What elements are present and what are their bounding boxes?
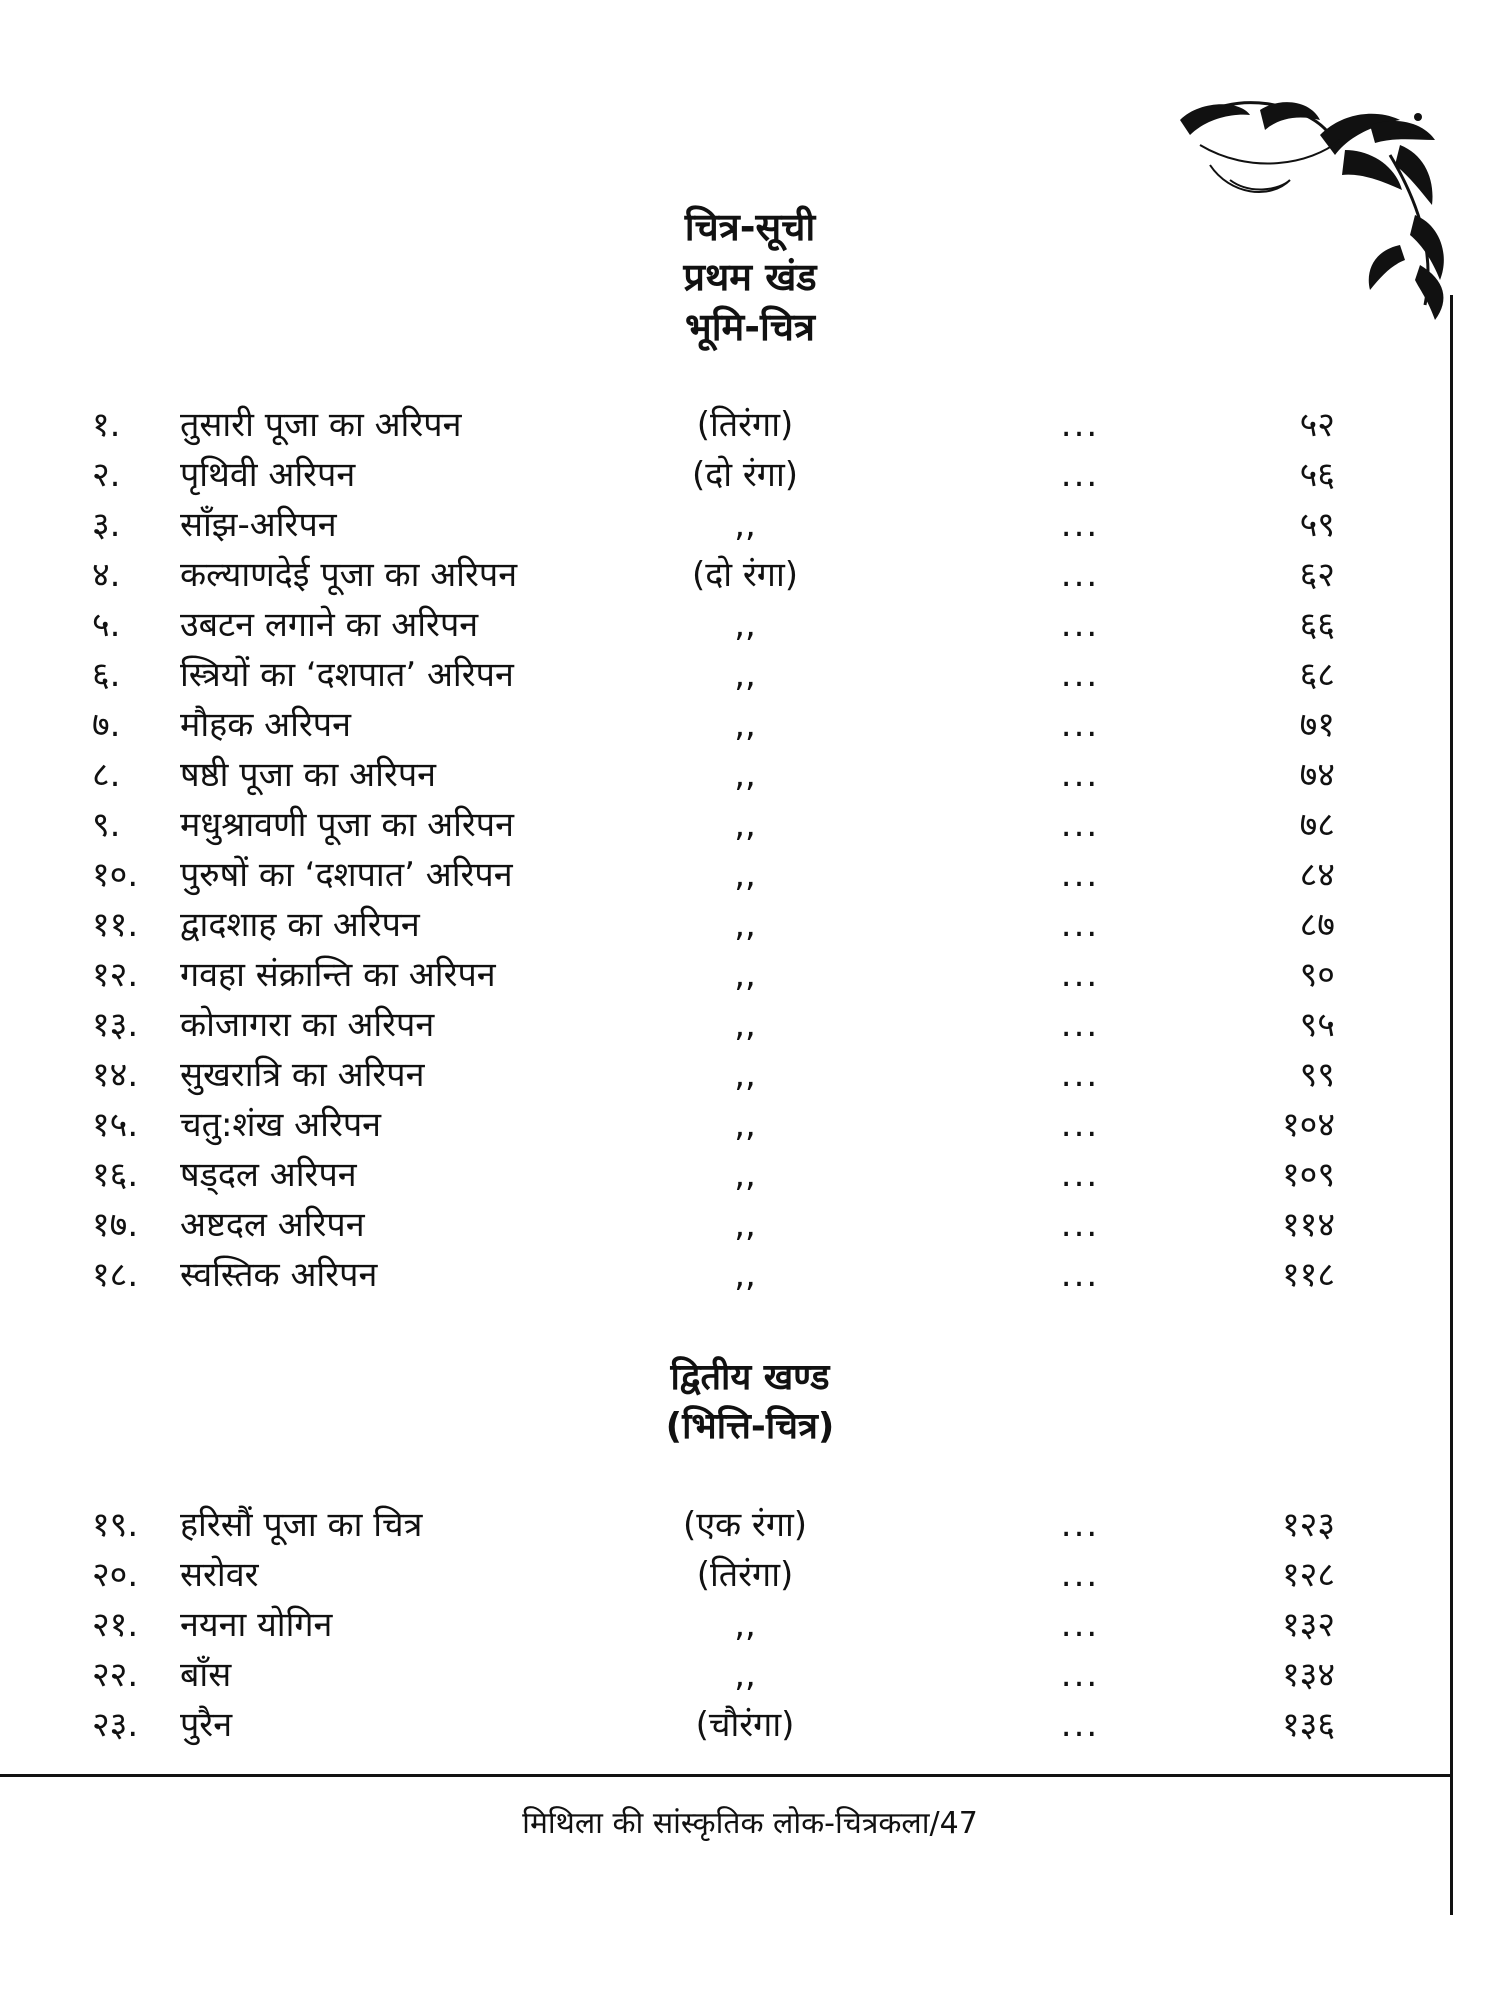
item-leader-dots: ...: [1060, 855, 1100, 895]
item-color-type: ,,: [734, 955, 756, 995]
item-color-type: ,,: [734, 855, 756, 895]
item-page-number: ५६: [1299, 455, 1335, 495]
page-footer: मिथिला की सांस्कृतिक लोक-चित्रकला/47: [522, 1806, 978, 1841]
item-color-type: ,,: [734, 805, 756, 845]
item-color-type: ,,: [734, 1605, 756, 1645]
list-item: [0, 1500, 1500, 1550]
item-color-type: (एक रंगा): [682, 1505, 808, 1545]
item-number: ७.: [92, 705, 121, 745]
item-leader-dots: ...: [1060, 1255, 1100, 1295]
list-item: [0, 800, 1500, 850]
item-color-type: ,,: [734, 1105, 756, 1145]
item-title: अष्टदल अरिपन: [180, 1205, 365, 1245]
item-color-type: (दो रंगा): [691, 455, 799, 495]
item-title: षष्ठी पूजा का अरिपन: [180, 755, 437, 795]
item-leader-dots: ...: [1060, 1005, 1100, 1045]
item-page-number: १०४: [1281, 1105, 1335, 1145]
list-item: [0, 900, 1500, 950]
item-number: १७.: [92, 1205, 139, 1245]
list-item: [0, 1100, 1500, 1150]
item-page-number: १०९: [1281, 1155, 1335, 1195]
item-color-type: ,,: [734, 755, 756, 795]
item-number: २०.: [92, 1555, 139, 1595]
item-page-number: ६२: [1299, 555, 1335, 595]
item-title: साँझ-अरिपन: [180, 505, 337, 545]
item-color-type: (दो रंगा): [691, 555, 799, 595]
item-leader-dots: ...: [1060, 705, 1100, 745]
item-number: १९.: [92, 1505, 139, 1545]
item-leader-dots: ...: [1060, 1155, 1100, 1195]
item-title: सुखरात्रि का अरिपन: [180, 1055, 425, 1095]
list-item: [0, 450, 1500, 500]
item-title: पुरुषों का ‘दशपात’ अरिपन: [180, 855, 513, 895]
item-number: २१.: [92, 1605, 139, 1645]
item-number: १२.: [92, 955, 139, 995]
list-item: [0, 400, 1500, 450]
footer-divider: [0, 1774, 1452, 1777]
item-title: नयना योगिन: [180, 1605, 333, 1645]
item-number: १०.: [92, 855, 139, 895]
item-number: ३.: [92, 505, 121, 545]
item-number: ४.: [92, 555, 121, 595]
item-title: उबटन लगाने का अरिपन: [180, 605, 479, 645]
item-number: १८.: [92, 1255, 139, 1295]
list-item: [0, 750, 1500, 800]
item-color-type: ,,: [734, 705, 756, 745]
item-title: षड्दल अरिपन: [180, 1155, 357, 1195]
item-page-number: ९५: [1299, 1005, 1335, 1045]
item-leader-dots: ...: [1060, 1105, 1100, 1145]
list-item: [0, 600, 1500, 650]
item-title: बाँस: [180, 1655, 232, 1695]
item-title: सरोवर: [180, 1555, 259, 1595]
item-number: ८.: [92, 755, 121, 795]
item-leader-dots: ...: [1060, 1555, 1100, 1595]
item-color-type: (चौरंगा): [695, 1705, 795, 1745]
item-color-type: ,,: [734, 1255, 756, 1295]
item-title: कोजागरा का अरिपन: [180, 1005, 435, 1045]
item-page-number: १३६: [1281, 1705, 1335, 1745]
item-title: पृथिवी अरिपन: [180, 455, 356, 495]
item-title: स्वस्तिक अरिपन: [180, 1255, 378, 1295]
section1-heading: प्रथम खंड: [683, 255, 817, 299]
item-leader-dots: ...: [1060, 505, 1100, 545]
item-color-type: ,,: [734, 1055, 756, 1095]
item-number: १४.: [92, 1055, 139, 1095]
item-leader-dots: ...: [1060, 1705, 1100, 1745]
item-color-type: ,,: [734, 1655, 756, 1695]
item-number: ११.: [92, 905, 139, 945]
section2-subheading: (भित्ति-चित्र): [665, 1406, 835, 1447]
item-number: १.: [92, 405, 121, 445]
item-number: ६.: [92, 655, 121, 695]
item-page-number: १३२: [1281, 1605, 1335, 1645]
item-title: चतु:शंख अरिपन: [180, 1105, 382, 1145]
section1-subheading: भूमि-चित्र: [685, 305, 815, 349]
item-page-number: ११८: [1281, 1255, 1335, 1295]
item-leader-dots: ...: [1060, 755, 1100, 795]
item-leader-dots: ...: [1060, 405, 1100, 445]
item-page-number: ८७: [1299, 905, 1335, 945]
item-leader-dots: ...: [1060, 1055, 1100, 1095]
item-page-number: ११४: [1281, 1205, 1335, 1245]
item-number: ५.: [92, 605, 121, 645]
item-page-number: ७४: [1299, 755, 1335, 795]
item-page-number: १२८: [1281, 1555, 1335, 1595]
item-color-type: (तिरंगा): [696, 1555, 794, 1595]
item-title: गवहा संक्रान्ति का अरिपन: [180, 955, 496, 995]
item-number: १६.: [92, 1155, 139, 1195]
item-number: ९.: [92, 805, 121, 845]
item-page-number: ७८: [1299, 805, 1335, 845]
item-title: कल्याणदेई पूजा का अरिपन: [180, 555, 518, 595]
list-item: [0, 1700, 1500, 1750]
item-color-type: ,,: [734, 655, 756, 695]
item-title: मौहक अरिपन: [180, 705, 351, 745]
section2-heading: द्वितीय खण्ड: [670, 1357, 830, 1398]
item-title: मधुश्रावणी पूजा का अरिपन: [180, 805, 514, 845]
item-page-number: ७१: [1299, 705, 1335, 745]
item-title: हरिसौं पूजा का चित्र: [180, 1505, 423, 1545]
item-color-type: ,,: [734, 1005, 756, 1045]
list-item: [0, 1150, 1500, 1200]
item-leader-dots: ...: [1060, 805, 1100, 845]
item-leader-dots: ...: [1060, 455, 1100, 495]
item-page-number: ८४: [1299, 855, 1335, 895]
list-item: [0, 700, 1500, 750]
item-page-number: ५२: [1299, 405, 1335, 445]
item-leader-dots: ...: [1060, 1205, 1100, 1245]
list-item: [0, 550, 1500, 600]
item-title: द्वादशाह का अरिपन: [180, 905, 420, 945]
item-leader-dots: ...: [1060, 605, 1100, 645]
list-item: [0, 1650, 1500, 1700]
item-page-number: १३४: [1281, 1655, 1335, 1695]
list-item: [0, 950, 1500, 1000]
item-color-type: ,,: [734, 605, 756, 645]
item-color-type: ,,: [734, 1205, 756, 1245]
item-page-number: ९९: [1299, 1055, 1335, 1095]
item-page-number: ६८: [1299, 655, 1335, 695]
item-leader-dots: ...: [1060, 655, 1100, 695]
list-item: [0, 1000, 1500, 1050]
item-leader-dots: ...: [1060, 955, 1100, 995]
item-leader-dots: ...: [1060, 555, 1100, 595]
list-item: [0, 1050, 1500, 1100]
item-leader-dots: ...: [1060, 1605, 1100, 1645]
list-item: [0, 1550, 1500, 1600]
item-color-type: ,,: [734, 1155, 756, 1195]
item-color-type: (तिरंगा): [696, 405, 794, 445]
item-color-type: ,,: [734, 505, 756, 545]
item-leader-dots: ...: [1060, 905, 1100, 945]
page-title: चित्र-सूची: [684, 205, 816, 249]
item-number: २३.: [92, 1705, 139, 1745]
item-number: १३.: [92, 1005, 139, 1045]
list-item: [0, 500, 1500, 550]
list-item: [0, 1200, 1500, 1250]
item-leader-dots: ...: [1060, 1505, 1100, 1545]
item-number: २.: [92, 455, 121, 495]
list-item: [0, 1600, 1500, 1650]
list-item: [0, 850, 1500, 900]
item-page-number: ५९: [1299, 505, 1335, 545]
item-page-number: ६६: [1299, 605, 1335, 645]
item-title: पुरैन: [180, 1705, 233, 1745]
item-number: १५.: [92, 1105, 139, 1145]
item-leader-dots: ...: [1060, 1655, 1100, 1695]
list-item: [0, 1250, 1500, 1300]
item-title: तुसारी पूजा का अरिपन: [180, 405, 462, 445]
item-page-number: ९०: [1299, 955, 1335, 995]
item-page-number: १२३: [1281, 1505, 1335, 1545]
item-color-type: ,,: [734, 905, 756, 945]
item-title: स्त्रियों का ‘दशपात’ अरिपन: [180, 655, 514, 695]
list-item: [0, 650, 1500, 700]
item-number: २२.: [92, 1655, 139, 1695]
